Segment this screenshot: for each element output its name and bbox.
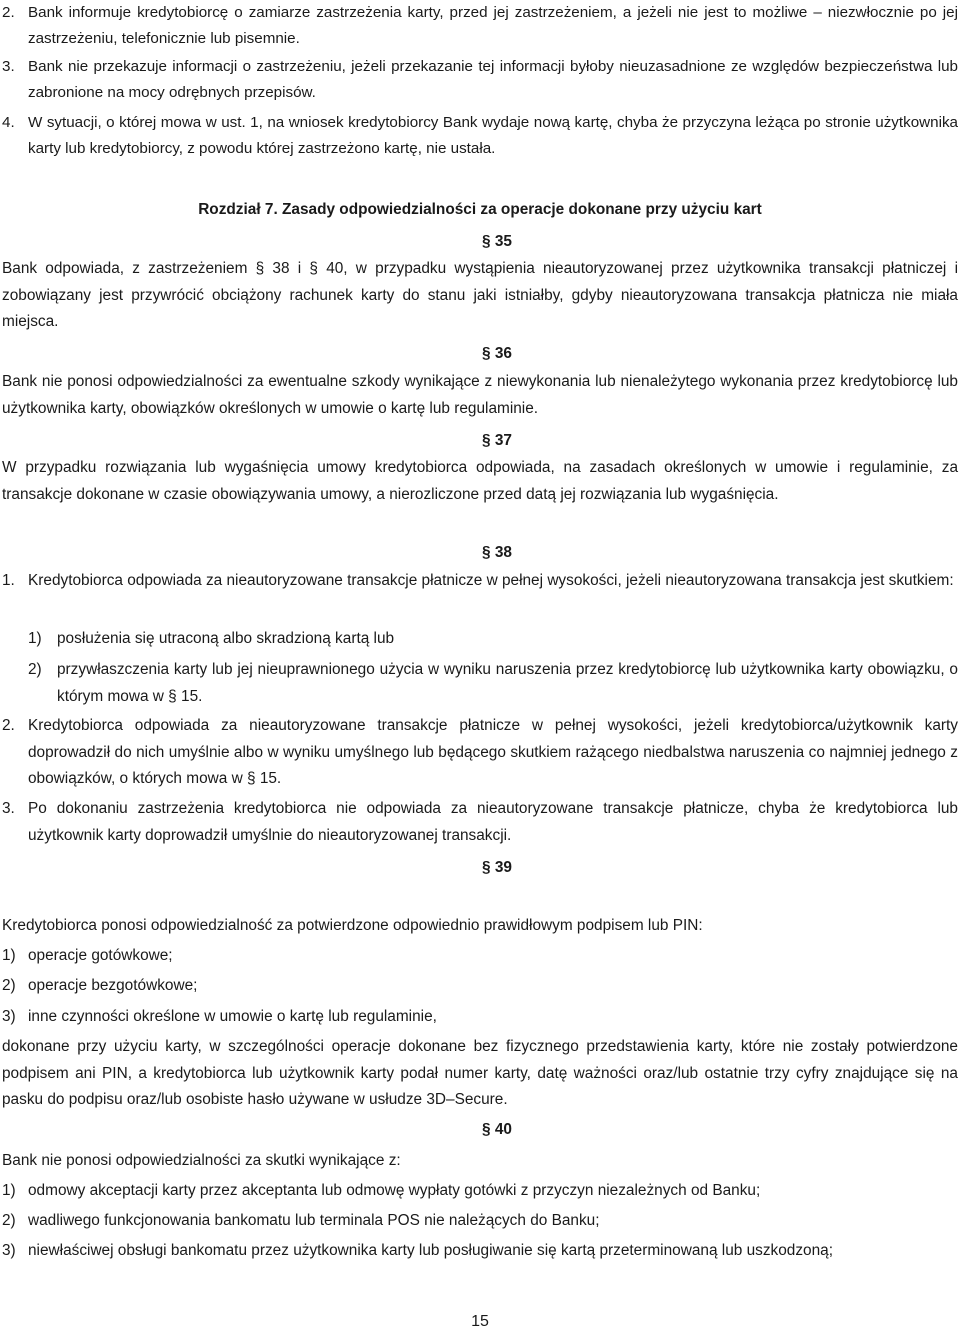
list-item bbox=[2, 0, 958, 52]
section-outro: dokonane przy użyciu karty, w szczególności operacje dokonane bez fizycznego przedstawienia karty, które nie zostały potwierdzone podpisem ani PIN, a kredytobiorca lub użytkownik karty podał numer karty, datę ważności oraz/lub ostatnie trzy cyfry znajdujące się na pasku do podpisu oraz/lub osobiste hasło używane w usłudze 3D–Secure. bbox=[2, 1038, 958, 1108]
item-number: 2) bbox=[2, 1212, 16, 1229]
list-item bbox=[2, 568, 958, 595]
item-text: W sytuacji, o której mowa w ust. 1, na wniosek kredytobiorcy Bank wydaje nową kartę, chyba że przyczyna leżąca po stronie użytkownika karty lub kredytobiorcy, z powodu której zastrzeżono kartę, nie ustała. bbox=[28, 114, 958, 157]
item-number: 3) bbox=[2, 1008, 16, 1025]
item-text: operacje bezgotówkowe; bbox=[28, 977, 198, 994]
item-number: 3. bbox=[2, 800, 15, 817]
chapter-title: Rozdział 7. Zasady odpowiedzialności za operacje dokonane przy użyciu kart bbox=[198, 201, 762, 218]
list-item bbox=[2, 54, 958, 106]
item-text: Bank nie przekazuje informacji o zastrzeżeniu, jeżeli przekazanie tej informacji byłoby nieuzasadnione ze względów bezpieczeństwa lub zabronione na mocy odrębnych przepisów. bbox=[28, 58, 958, 101]
list-item bbox=[2, 1178, 958, 1205]
section-text: Bank odpowiada, z zastrzeżeniem § 38 i § 40, w przypadku wystąpienia nieautoryzowanej przez użytkownika transakcji płatniczej i zobowiązany jest przywrócić obciążony rachunek karty do stanu jaki istniałby, gdyby nieautoryzowana transakcja płatnicza nie miała miejsca. bbox=[2, 260, 958, 330]
section-heading: § 37 bbox=[482, 432, 512, 449]
list-item bbox=[2, 973, 958, 1000]
item-text: Kredytobiorca odpowiada za nieautoryzowane transakcje płatnicze w pełnej wysokości, jeżeli kredytobiorca/użytkownik karty doprowadził do nich umyślnie albo w wyniku umyślnego lub będącego skutkiem rażącego niedbalstwa naruszenia co najmniej jednego z obowiązków, o których mowa w § 15. bbox=[28, 717, 958, 787]
list-item bbox=[2, 1208, 958, 1235]
item-text: posłużenia się utraconą albo skradzioną kartą lub bbox=[57, 630, 395, 647]
sub-list-item bbox=[28, 626, 958, 653]
item-text: Bank informuje kredytobiorcę o zamiarze zastrzeżenia karty, przed jej zastrzeżeniem, a jeżeli nie jest to możliwe – niezwłocznie po jej zastrzeżeniu, telefonicznie lub pisemnie. bbox=[28, 4, 958, 47]
item-text: Po dokonaniu zastrzeżenia kredytobiorca nie odpowiada za nieautoryzowane transakcje płatnicze, chyba że kredytobiorca lub użytkownik karty doprowadził umyślnie do nieautoryzowanej transakcji. bbox=[28, 800, 958, 844]
item-text: odmowy akceptacji karty przez akceptanta lub odmowę wypłaty gotówki z przyczyn niezależnych od Banku; bbox=[28, 1182, 761, 1199]
sub-list-item bbox=[28, 657, 958, 710]
section-heading: § 39 bbox=[482, 859, 512, 876]
section-heading: § 35 bbox=[482, 233, 512, 250]
section-intro: Kredytobiorca ponosi odpowiedzialność za potwierdzone odpowiednio prawidłowym podpisem lub PIN: bbox=[2, 917, 703, 934]
item-number: 2) bbox=[28, 661, 42, 678]
item-number: 3) bbox=[2, 1242, 16, 1259]
list-item bbox=[2, 1004, 958, 1031]
section-text: Bank nie ponosi odpowiedzialności za ewentualne szkody wynikające z niewykonania lub nienależytego wykonania przez kredytobiorcę lub użytkownika karty, obowiązków określonych w umowie o kartę lub regulaminie. bbox=[2, 373, 958, 417]
item-text: niewłaściwej obsługi bankomatu przez użytkownika karty lub posługiwanie się kartą przeterminowaną lub uszkodzoną; bbox=[28, 1242, 834, 1259]
section-heading: § 38 bbox=[482, 544, 512, 561]
list-item bbox=[2, 796, 958, 849]
item-number: 1) bbox=[28, 630, 42, 647]
item-text: operacje gotówkowe; bbox=[28, 947, 173, 964]
item-number: 1) bbox=[2, 1182, 16, 1199]
item-text: przywłaszczenia karty lub jej nieuprawnionego użycia w wyniku naruszenia przez kredytobiorcę lub użytkownika karty obowiązku, o którym mowa w § 15. bbox=[57, 661, 958, 705]
item-text: Kredytobiorca odpowiada za nieautoryzowane transakcje płatnicze w pełnej wysokości, jeżeli nieautoryzowana transakcja jest skutkiem: bbox=[28, 572, 954, 589]
list-item bbox=[2, 943, 958, 970]
list-item bbox=[2, 110, 958, 162]
section-text: W przypadku rozwiązania lub wygaśnięcia umowy kredytobiorca odpowiada, na zasadach określonych w umowie i regulaminie, za transakcje dokonane w czasie obowiązywania umowy, a nierozliczone przed datą jej rozwiązania lub wygaśnięcia. bbox=[2, 459, 958, 503]
item-number: 4. bbox=[2, 114, 15, 131]
list-item bbox=[2, 1238, 958, 1265]
section-heading: § 36 bbox=[482, 345, 512, 362]
item-number: 2. bbox=[2, 717, 15, 734]
item-number: 1. bbox=[2, 572, 15, 589]
item-text: inne czynności określone w umowie o kartę lub regulaminie, bbox=[28, 1008, 437, 1025]
page-number: 15 bbox=[471, 1313, 489, 1330]
item-number: 2) bbox=[2, 977, 16, 994]
item-number: 2. bbox=[2, 4, 15, 21]
item-number: 1) bbox=[2, 947, 16, 964]
item-number: 3. bbox=[2, 58, 15, 75]
section-intro: Bank nie ponosi odpowiedzialności za skutki wynikające z: bbox=[2, 1152, 401, 1169]
item-text: wadliwego funkcjonowania bankomatu lub terminala POS nie należących do Banku; bbox=[28, 1212, 600, 1229]
section-heading: § 40 bbox=[482, 1121, 512, 1138]
list-item bbox=[2, 713, 958, 793]
